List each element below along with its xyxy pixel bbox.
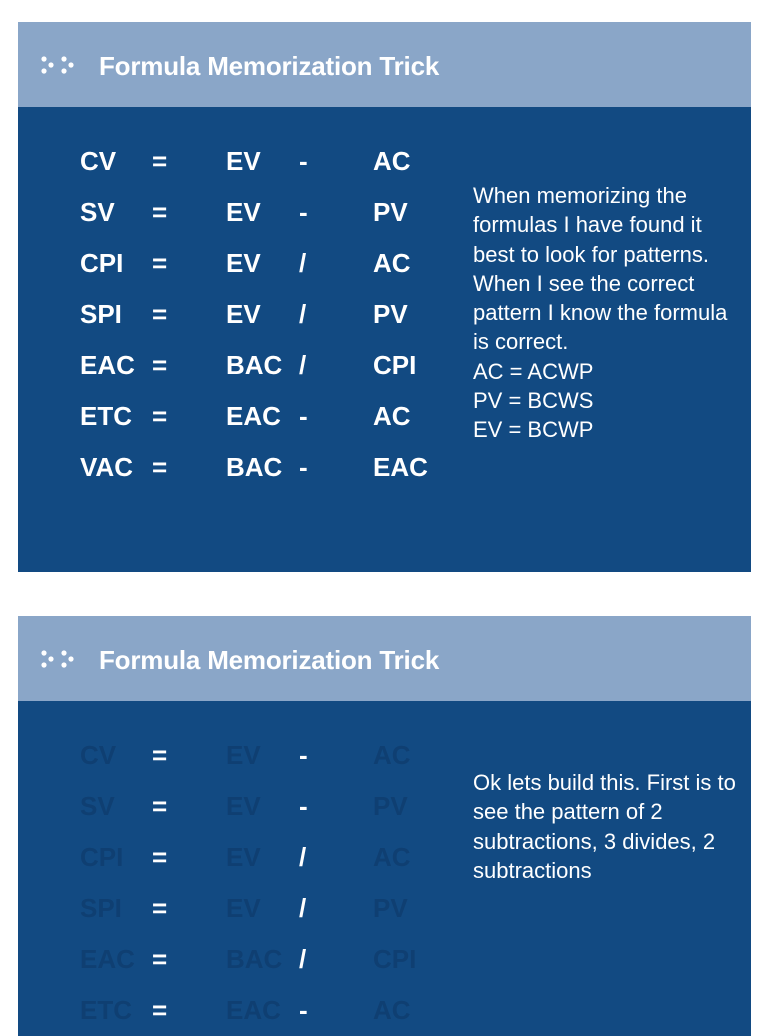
- formula-equals: =: [152, 299, 168, 329]
- formula-equals: =: [152, 452, 168, 482]
- acronym-definition: PV = BCWS: [473, 388, 594, 414]
- formula-equals: =: [152, 248, 168, 278]
- explanation-paragraph: Ok lets build this. First is to see the pattern of 2 subtractions, 3 divides, 2 subtractions: [473, 770, 736, 883]
- explanation-paragraph: When memorizing the formulas I have found it best to look for patterns. When I see the correct pattern I know the formula is correct.: [473, 183, 728, 355]
- formula-operand-right: CPI: [373, 350, 417, 380]
- slide-header: [18, 22, 751, 107]
- slide-title: Formula Memorization Trick: [99, 645, 440, 675]
- formula-name: SPI: [80, 893, 122, 923]
- slide-title: Formula Memorization Trick: [99, 51, 440, 81]
- acronym-definition: AC = ACWP: [473, 358, 594, 384]
- formula-operand-right: AC: [373, 740, 411, 770]
- formula-name: CPI: [80, 248, 124, 278]
- formula-row: [18, 944, 458, 984]
- formula-operand-left: EAC: [226, 995, 281, 1025]
- formula-equals: =: [152, 944, 168, 974]
- formula-operand-left: EV: [226, 146, 261, 176]
- formula-equals: =: [152, 146, 168, 176]
- formula-operator: /: [299, 299, 307, 329]
- formula-operand-left: BAC: [226, 350, 283, 380]
- formula-operand-right: AC: [373, 842, 411, 872]
- formula-operand-right: AC: [373, 995, 411, 1025]
- formula-operator: /: [299, 842, 307, 872]
- formula-operator: -: [299, 995, 308, 1025]
- explanation-text: [473, 181, 743, 445]
- formula-operator: -: [299, 197, 308, 227]
- formula-name: CV: [80, 740, 117, 770]
- formula-operand-left: EV: [226, 740, 261, 770]
- formula-operand-left: EV: [226, 791, 261, 821]
- formula-operand-right: AC: [373, 401, 411, 431]
- formula-equals: =: [152, 893, 168, 923]
- formula-row: [18, 791, 458, 831]
- formula-operand-left: EV: [226, 299, 261, 329]
- slide-2: [18, 616, 751, 1036]
- formula-operator: /: [299, 893, 307, 923]
- formula-equals: =: [152, 842, 168, 872]
- formula-name: ETC: [80, 995, 132, 1025]
- formula-operator: -: [299, 401, 308, 431]
- formula-name: SV: [80, 791, 115, 821]
- dots-bullet-icon: [40, 54, 80, 76]
- formula-operator: -: [299, 791, 308, 821]
- formula-operator: -: [299, 146, 308, 176]
- formula-name: VAC: [80, 452, 133, 482]
- formula-name: ETC: [80, 401, 132, 431]
- formula-operand-left: EV: [226, 197, 261, 227]
- formula-operand-left: EV: [226, 842, 261, 872]
- formula-equals: =: [152, 197, 168, 227]
- dots-bullet-icon: [40, 648, 80, 670]
- slide-1: [18, 22, 751, 572]
- formula-operand-right: PV: [373, 197, 408, 227]
- formula-name: EAC: [80, 944, 135, 974]
- formula-row: [18, 893, 458, 933]
- formula-equals: =: [152, 740, 168, 770]
- formula-operator: /: [299, 350, 307, 380]
- slide-body: [18, 701, 751, 1036]
- formula-operand-left: EV: [226, 248, 261, 278]
- formula-name: SV: [80, 197, 115, 227]
- formula-row: [18, 350, 458, 390]
- explanation-text: [473, 768, 743, 885]
- formula-row: [18, 842, 458, 882]
- formula-operand-right: CPI: [373, 944, 417, 974]
- formula-row: [18, 401, 458, 441]
- formula-operand-left: EAC: [226, 401, 281, 431]
- formula-operand-left: BAC: [226, 944, 283, 974]
- formula-row: [18, 995, 458, 1035]
- formula-equals: =: [152, 350, 168, 380]
- formula-row: [18, 740, 458, 780]
- formula-operator: -: [299, 452, 308, 482]
- formula-row: [18, 452, 458, 492]
- formula-operand-right: PV: [373, 299, 408, 329]
- formula-name: SPI: [80, 299, 122, 329]
- formula-operand-right: EAC: [373, 452, 428, 482]
- formula-name: CV: [80, 146, 117, 176]
- formula-operator: -: [299, 740, 308, 770]
- formula-row: [18, 197, 458, 237]
- formula-equals: =: [152, 995, 168, 1025]
- slide-body: [18, 107, 751, 572]
- formula-row: [18, 299, 458, 339]
- formula-operand-right: AC: [373, 146, 411, 176]
- formula-operand-left: BAC: [226, 452, 283, 482]
- formula-operator: /: [299, 944, 307, 974]
- formula-row: [18, 146, 458, 186]
- formula-operand-left: EV: [226, 893, 261, 923]
- acronym-definition: EV = BCWP: [473, 417, 594, 443]
- formula-operator: /: [299, 248, 307, 278]
- formula-operand-right: AC: [373, 248, 411, 278]
- formula-operand-right: PV: [373, 893, 408, 923]
- formula-operand-right: PV: [373, 791, 408, 821]
- formula-name: CPI: [80, 842, 124, 872]
- formula-equals: =: [152, 791, 168, 821]
- slide-header: [18, 616, 751, 701]
- formula-row: [18, 248, 458, 288]
- formula-name: EAC: [80, 350, 135, 380]
- formula-equals: =: [152, 401, 168, 431]
